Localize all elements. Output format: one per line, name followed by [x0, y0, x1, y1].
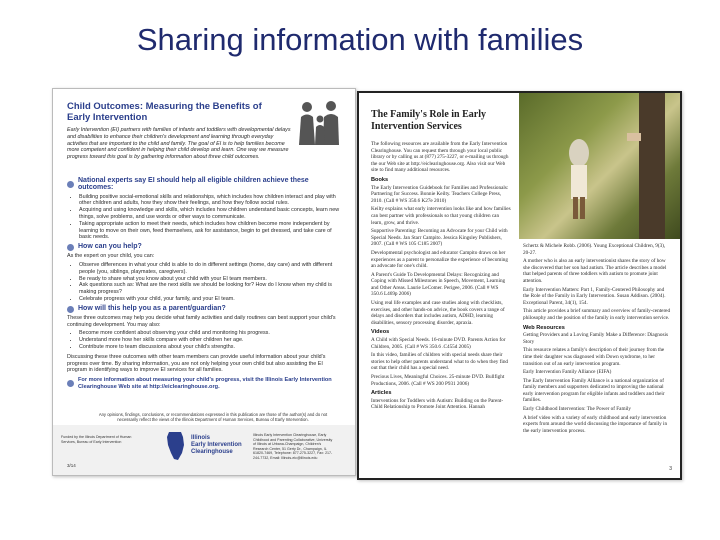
bullet-icon: [67, 380, 74, 387]
clearinghouse-address: Illinois Early Intervention Clearinghouse, Early Childhood and Parenting Collaborative, University of Illinois at Urbana-Champaign, Children's Research Center, 51 Gerty Dr., Champaign, IL 61820-7469, Telephone: 877-275-3227, Fax: 217-244-7732, Email: Illinois-eic@illinois.edu: [253, 433, 333, 460]
photo-parent-child-walking: [519, 93, 680, 239]
list-item: • Be ready to share what you know about your child with your EI team members.: [79, 276, 342, 283]
org-line: Early Intervention: [191, 442, 242, 448]
left-doc-footer: [53, 425, 355, 475]
outcomes-list: [79, 194, 342, 242]
illinois-map-icon: [165, 431, 187, 461]
list-item: Early Childhood Intervention: The Power of Family: [523, 406, 631, 413]
list-item: • Observe differences in what your child is able to do in different settings (home, day care) and with different people (you, siblings, playmates, caregivers).: [79, 262, 342, 276]
more-info-text: For more information about measuring your child's progress, visit the Illinois Early Intervention Clearinghouse Web site at http://eiclearinghouse.org.: [78, 377, 332, 390]
family-icon: [293, 97, 348, 147]
list-item: • Understand more how her skills compare with other children her age.: [79, 337, 342, 344]
list-item: The Early Intervention Guidebook for Families and Professionals: Partnering for Success. Bonnie Keilty. Teachers College Press, 2010. (Call # WS 350.6 K27e 2010): [371, 184, 509, 204]
left-doc-body: [67, 175, 342, 393]
list-item: Developmental psychologist and educator Campito draws on her experiences as a parent to personalize the experience of becoming an advocate for one's child.: [371, 249, 508, 270]
slide-title: Sharing information with families: [136, 22, 584, 57]
articles-heading: Articles: [371, 390, 392, 397]
list-item: • Building positive social-emotional skills and relationships, which includes how children interact and play with other children and adults, how they show their feelings, and how they follow social rules.: [79, 194, 342, 208]
section-lead: These three outcomes may help you decide what family activities and daily routines can best support your child's continuing development. You may also:: [67, 314, 336, 328]
clearinghouse-logo-text: [191, 435, 242, 456]
list-item: • Ask questions such as: What are the next skills we should be looking for? How do I know when my child is making progress?: [79, 282, 342, 296]
list-item: A mother who is also an early interventionist shares the story of how she discovered that her son had autism. The article describes a model that helped parents of three toddlers with autism to promote joint attention.: [523, 258, 667, 284]
right-doc-intro: The following resources are available from the Early Intervention Clearinghouse. You can request them through your local public library or by calling us at (877) 275-3227, or e-mailing us through the our Web site at http://eiclearinghouse.org. Also visit our Web site to find many additional resources.: [371, 141, 509, 174]
list-item: A Child with Special Needs. 16-minute DVD. Parents Action for Children, 2005. (Call # WS 350.6 .C455d 2005): [371, 337, 506, 350]
closing-paragraph: Discussing these three outcomes with other team members can provide useful information about your child's progress over time. By sharing information, you are not only helping your own child but also assisting the EI program in identifying ways to improve EI services for all families.: [67, 353, 326, 374]
section-lead: As the expert on your child, you can:: [67, 253, 155, 260]
parent-list: [79, 330, 342, 350]
list-item: A brief video with a variety of early childhood and early intervention experts from around the world discussing the importance of family in the early intervention process.: [523, 414, 668, 434]
list-item: The Early Intervention Family Alliance is a national organization of family members and supporters dedicated to improving the national early intervention program for eligible infants and toddlers and their families.: [523, 377, 665, 404]
web-resources-heading: Web Resources: [523, 324, 565, 331]
list-item: Interventions for Toddlers with Autism: Building on the Parent-Child Relationship to Promote Joint Attention. Hannah: [371, 397, 504, 411]
left-doc-intro: Early Intervention (EI) partners with families of infants and toddlers with developmental delays and disabilities to enhance their children's development and learning through everyday activities that are important to the child and family. The goal of EI is to help families become more competent and confident in helping their child develop and learn. One way we measure progress toward this goal is by gathering information about three child outcomes.: [67, 127, 291, 161]
list-item: • Taking appropriate action to meet their needs, which includes how children become more independent by learning to move on their own, feed themselves, ask for assistance, begin to get dressed, and take care of basic needs.: [79, 221, 342, 241]
disclaimer: Any opinions, findings, conclusions, or recommendations expressed in this publication are those of the author(s) and do not necessarily reflect the views of the Illinois Department of Human Services, Bureau of Early Intervention.: [98, 412, 328, 423]
bullet-icon: [67, 306, 74, 313]
funding-note: Funded by the Illinois Department of Human Services, Bureau of Early Intervention: [61, 435, 132, 444]
handout-child-outcomes: [52, 88, 356, 476]
list-item: Precious Lives, Meaningful Choices. 25-minute DVD. Bullfight Productions, 2006. (Call # WS 200 P931 2006): [371, 374, 505, 387]
bullet-icon: [67, 244, 74, 251]
section-heading-parent: [67, 306, 342, 313]
bullet-icon: [67, 181, 74, 188]
section-heading-outcomes: [67, 178, 342, 192]
list-item: In this video, families of children with special needs share their stories to help other parents understand what to do when they find out that their child has a special need.: [371, 352, 509, 372]
list-item: A Parent's Guide To Developmental Delays: Recognizing and Coping with Missed Milestones in Speech, Movement, Learning and Other Areas. Laurie LeComer. Perigee, 2006. (Call # WS 350.6 L469p 2006): [371, 271, 506, 298]
books-heading: Books: [371, 176, 389, 183]
section-heading-text: National experts say EI should help all eligible children achieve these outcomes:: [78, 177, 309, 191]
right-doc-column-1: [371, 141, 511, 413]
list-item: Getting Providers and a Loving Family Make a Difference: Diagnosis Story: [523, 332, 668, 345]
list-item: This resource relates a family's description of their journey from the time their daughter was diagnosed with Down syndrome, to her transition out of an early intervention program.: [523, 347, 665, 367]
list-item: • Celebrate progress with your child, your family, and your EI team.: [79, 296, 342, 303]
section-heading-text: How can you help?: [78, 243, 142, 251]
list-item: Schertz & Michele Robb. (2006). Young Exceptional Children, 9(3), 20-27.: [523, 243, 666, 256]
section-heading-text: How will this help you as a parent/guardian?: [78, 304, 226, 312]
right-doc-column-2: [523, 243, 671, 436]
publication-date: 3/14: [67, 463, 76, 468]
photo-figures: [519, 93, 680, 239]
list-item: Using real life examples and case studies along with checklists, exercises, and other hands-on advice, the book covers a range of delays and disorders that includes autism, ADHD, learning disabilities, sensory processing disorder, apraxia.: [371, 300, 505, 326]
help-list: [79, 262, 342, 303]
org-line: Clearinghouse: [191, 449, 233, 455]
handout-family-role: [357, 91, 682, 480]
videos-heading: Videos: [371, 329, 390, 336]
list-item: • Contribute more to team discussions about your child's strengths.: [79, 344, 342, 351]
list-item: Keilty explains what early intervention looks like and how families can best partner with professionals so that young children can learn, grow, and thrive.: [371, 206, 511, 226]
right-doc-title: The Family's Role in Early Intervention Services: [371, 109, 486, 132]
list-item: • Become more confident about observing your child and monitoring his progress.: [79, 330, 342, 337]
left-doc-title: Child Outcomes: Measuring the Benefits of Early Intervention: [67, 101, 262, 123]
list-item: Early Intervention Matters: Part 1, Family-Centered Philosophy and the Role of the Family in Early Intervention. Susan Addison. (2004). Exceptional Parent, 34(1), 154.: [523, 286, 666, 306]
list-item: • Acquiring and using knowledge and skills, which includes how children understand basic concepts, learn new things, solve problems, and use words or other ways to communicate.: [79, 207, 342, 221]
section-heading-help: [67, 244, 342, 251]
more-info: [67, 377, 342, 391]
page-number: 3: [669, 466, 672, 472]
org-line: Illinois: [191, 435, 211, 441]
list-item: This article provides a brief summary and overview of family-centered philosophy and the position of the family in early intervention service.: [523, 308, 671, 321]
list-item: Supportive Parenting: Becoming an Advocate for your Child with Special Needs. Jan Starr Campito. Jessica Kingsley Publishers, 2007. (Call # WS 105 C185 2007): [371, 228, 508, 248]
list-item: Early Intervention Family Alliance (EIFA): [523, 369, 612, 376]
